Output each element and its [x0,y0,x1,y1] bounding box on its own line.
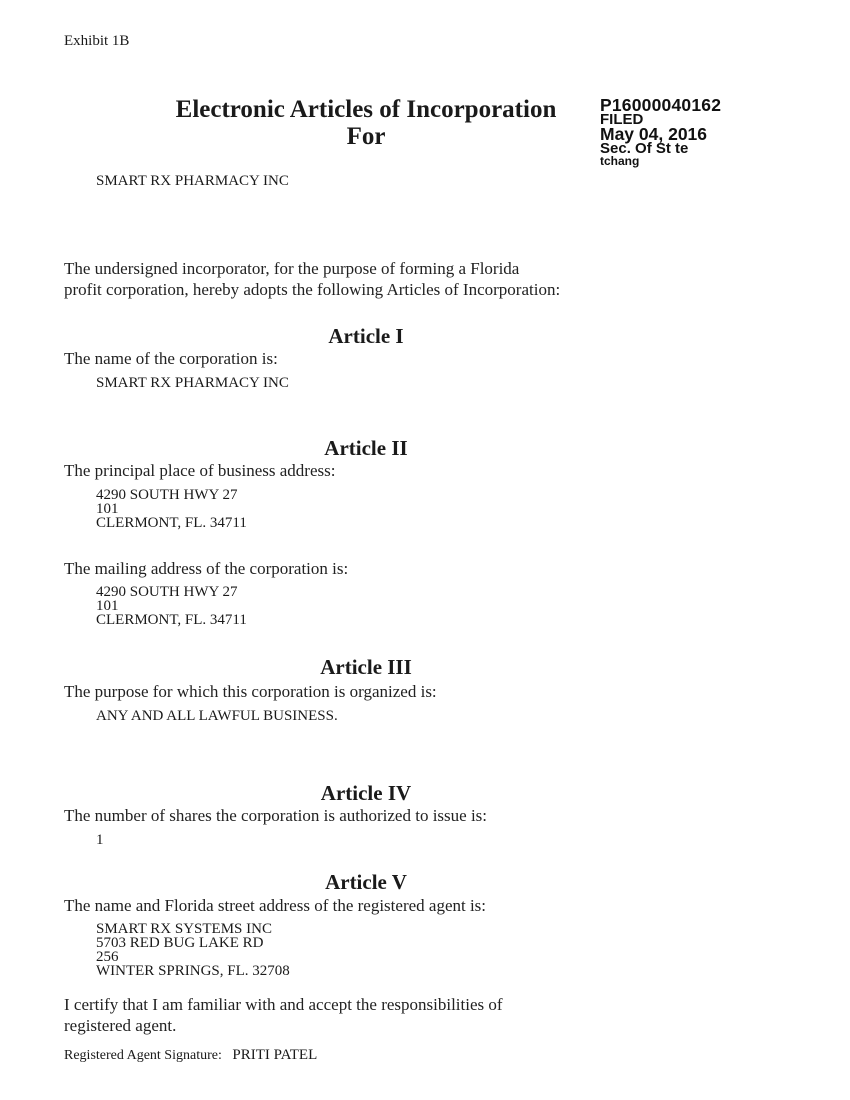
signature-line [64,1047,317,1064]
address-line: 4290 SOUTH HWY 27 [96,487,238,503]
address-line: SMART RX SYSTEMS INC [96,921,272,937]
intro-line-1: The undersigned incorporator, for the purpose of forming a Florida [64,259,520,278]
certify-line-2: registered agent. [64,1016,177,1035]
article-3-value: ANY AND ALL LAWFUL BUSINESS. [96,708,338,724]
stamp-office: Sec. Of St te [600,140,689,157]
stamp-clerk: tchang [600,154,640,168]
article-1-label: The name of the corporation is: [64,349,278,368]
principal-address [96,488,247,530]
registered-agent-address [96,922,290,978]
article-1-value: SMART RX PHARMACY INC [96,375,289,391]
mailing-address [96,585,247,627]
exhibit-label: Exhibit 1B [64,33,130,49]
filing-stamp [600,97,721,167]
article-2-mailing-label: The mailing address of the corporation is: [64,559,349,578]
article-1-heading: Article I [328,324,404,348]
intro-line-2: profit corporation, hereby adopts the following Articles of Incorporation: [64,280,561,299]
signature-name: PRITI PATEL [232,1047,318,1063]
article-2-principal-label: The principal place of business address: [64,461,336,480]
address-line: WINTER SPRINGS, FL. 32708 [96,963,290,979]
article-4-value: 1 [96,832,104,848]
stamp-document-number: P16000040162 [600,95,722,115]
company-name-header: SMART RX PHARMACY INC [96,173,289,189]
article-5-label: The name and Florida street address of the registered agent is: [64,896,487,915]
article-2-heading: Article II [324,436,408,460]
signature-label: Registered Agent Signature: [64,1048,222,1063]
stamp-date: May 04, 2016 [600,124,708,144]
article-3-label: The purpose for which this corporation is organized is: [64,682,437,701]
article-3-heading: Article III [320,655,412,679]
address-line: 5703 RED BUG LAKE RD [96,935,264,951]
title-line-1: Electronic Articles of Incorporation [175,96,557,123]
article-5-heading: Article V [325,870,407,894]
stamp-status: FILED [600,111,644,128]
article-4-heading: Article IV [320,781,412,805]
title-line-2: For [346,123,386,150]
address-line: CLERMONT, FL. 34711 [96,612,247,628]
address-line: 101 [96,598,119,614]
article-4-label: The number of shares the corporation is authorized to issue is: [64,806,487,825]
address-line: 256 [96,949,119,965]
certify-line-1: I certify that I am familiar with and accept the responsibilities of [64,995,503,1014]
address-line: CLERMONT, FL. 34711 [96,515,247,531]
address-line: 101 [96,501,119,517]
address-line: 4290 SOUTH HWY 27 [96,584,238,600]
document-title [160,96,572,150]
